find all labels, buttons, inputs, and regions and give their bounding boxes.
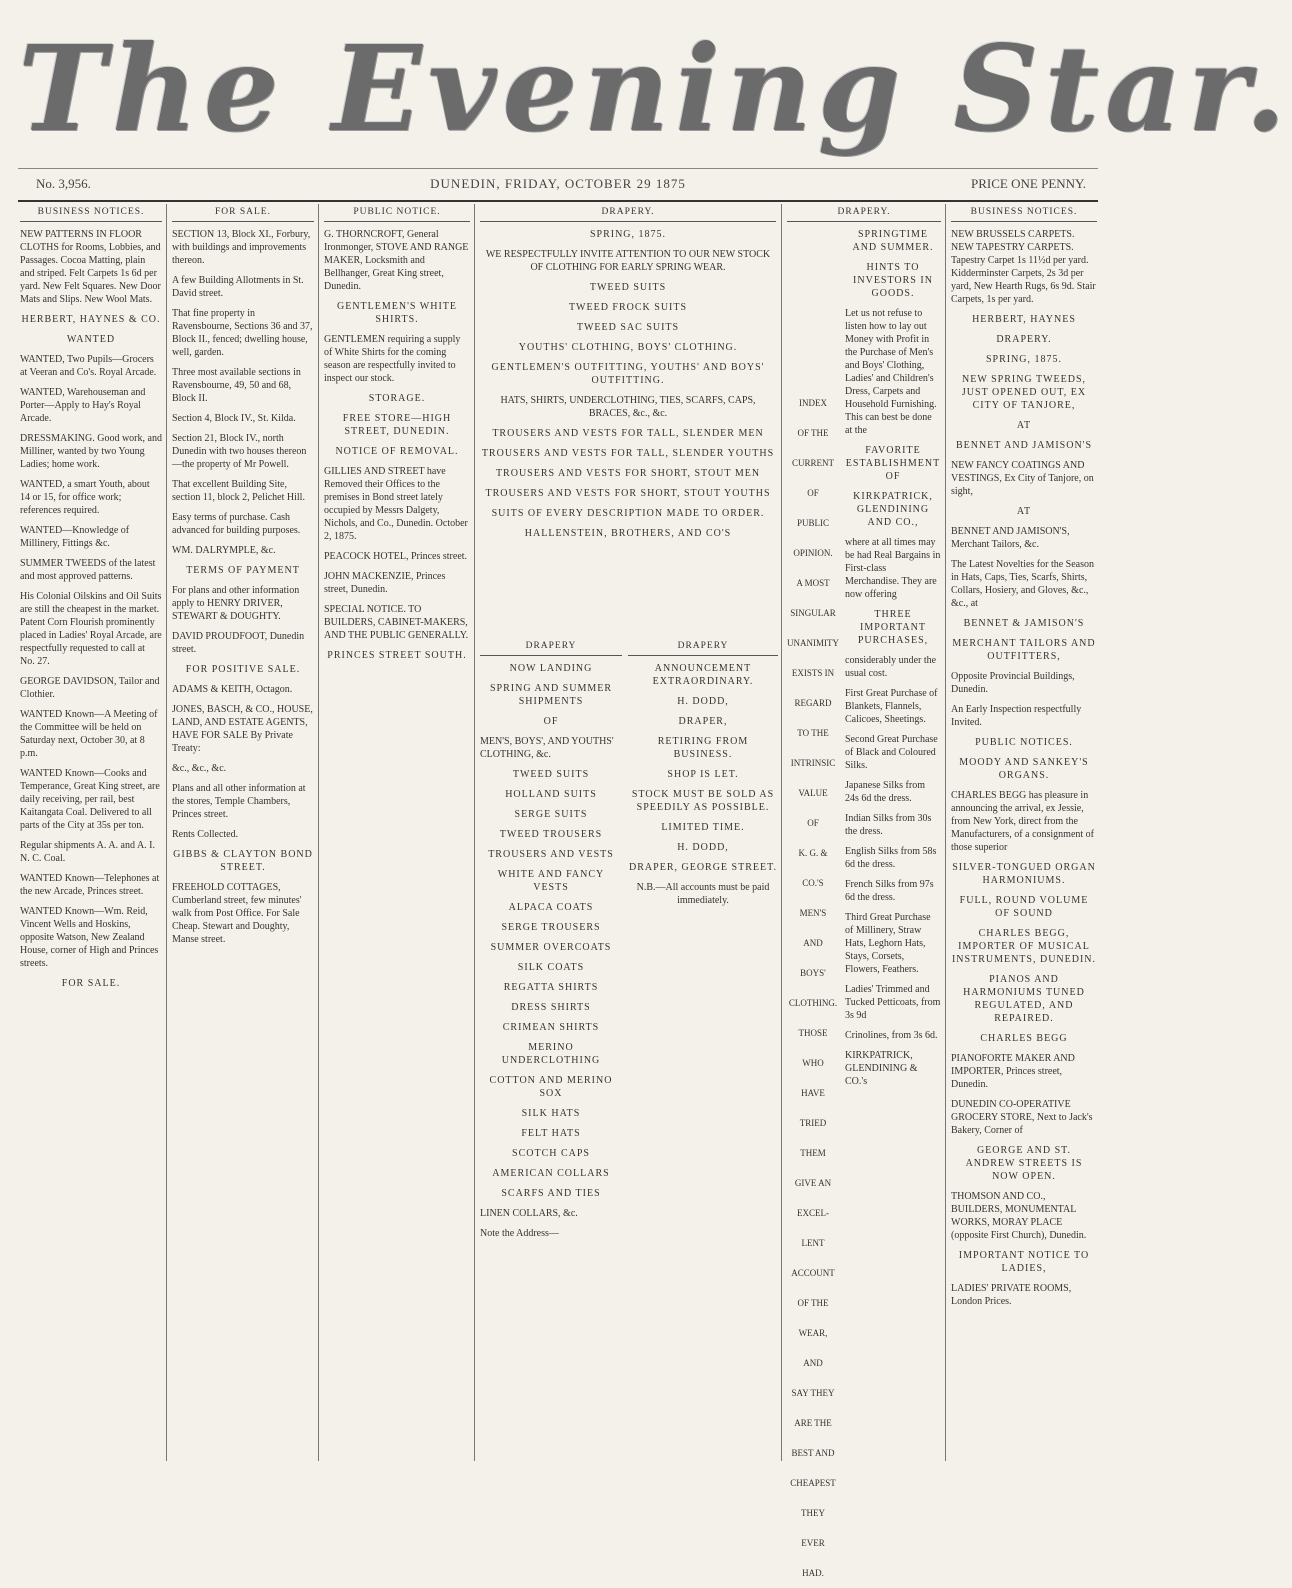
- side-word: BOYS': [800, 968, 826, 978]
- advert-text: SERGE TROUSERS: [501, 922, 601, 933]
- advert-text: Plans and all other information at the stores, Temple Chambers, Princes street.: [172, 783, 306, 820]
- advert-text: AT: [1016, 420, 1032, 431]
- advert-text: DRAPER,: [678, 716, 728, 727]
- advert-text: DRAPERY.: [996, 334, 1052, 345]
- advert-text: Second Great Purchase of Black and Coloured Silks.: [845, 734, 938, 771]
- advert-text: FOR SALE.: [61, 978, 121, 989]
- advert-text: BENNET & JAMISON'S: [963, 618, 1085, 629]
- advert-text: NOTICE OF REMOVAL.: [335, 446, 459, 457]
- advert-text: WANTED Known—Telephones at the new Arcade, Princes street.: [20, 873, 160, 897]
- column-heading: FOR SALE.: [172, 206, 314, 222]
- side-word: K. G. & CO.'S: [798, 848, 828, 888]
- place-date: DUNEDIN, FRIDAY, OCTOBER 29 1875: [430, 176, 686, 191]
- advert-text: NEW BRUSSELS CARPETS. NEW TAPESTRY CARPETS. Tapestry Carpet 1s 11½d per yard. Kidderminster Carpets, 2s 3d per yard, New Hearth Rugs, 6s 9d. Stair Carpets, 1s per yard.: [951, 229, 1096, 305]
- advert-list: [20, 228, 162, 990]
- side-word: TO THE: [797, 728, 829, 738]
- advert-text: GEORGE DAVIDSON, Tailor and Clothier.: [20, 676, 160, 700]
- advert-text: Indian Silks from 30s the dress.: [845, 813, 932, 837]
- advert-text: SUMMER OVERCOATS: [490, 942, 612, 953]
- side-word: AND: [803, 1358, 823, 1368]
- column-heading: BUSINESS NOTICES.: [951, 206, 1097, 222]
- advert-text: where at all times may be had Real Bargains in First-class Merchandise. They are now offering: [845, 537, 941, 600]
- advert-text: SUITS OF EVERY DESCRIPTION MADE TO ORDER.: [491, 508, 765, 519]
- advert-text: Regular shipments A. A. and A. I. N. C. Coal.: [20, 840, 155, 864]
- advert-text: SPRING AND SUMMER SHIPMENTS: [489, 683, 613, 707]
- side-word: TRIED: [799, 1118, 827, 1128]
- advert-text: STORAGE.: [368, 393, 426, 404]
- advert-text: TWEED TROUSERS: [499, 829, 603, 840]
- advert-text: SPRINGTIME AND SUMMER.: [852, 229, 934, 253]
- advert-text: TROUSERS AND VESTS FOR TALL, SLENDER MEN: [492, 428, 764, 439]
- advert-text: BENNET AND JAMISON'S: [955, 440, 1093, 451]
- advert-text: FOR POSITIVE SALE.: [185, 664, 301, 675]
- side-word: CURRENT: [791, 458, 834, 468]
- column-public-notice: [324, 206, 470, 1461]
- advert-text: SPRING, 1875.: [985, 354, 1063, 365]
- advert-text: SCOTCH CAPS: [512, 1148, 590, 1159]
- side-column: [787, 388, 839, 1588]
- advert-text: DRESS SHIRTS: [511, 1002, 591, 1013]
- advert-text: MERCHANT TAILORS AND OUTFITTERS,: [952, 638, 1096, 662]
- side-word: LENT: [801, 1238, 825, 1248]
- side-word: HAVE: [801, 1088, 825, 1098]
- column-rule: [781, 204, 782, 1461]
- column-rule: [166, 204, 167, 1461]
- advert-text: THREE IMPORTANT PURCHASES,: [857, 609, 929, 646]
- advert-text: KIRKPATRICK, GLENDINING & CO.'s: [845, 1050, 918, 1087]
- masthead-rule: [18, 168, 1098, 169]
- advert-text: SCARFS AND TIES: [501, 1188, 601, 1199]
- advert-text: PRINCES STREET SOUTH.: [327, 650, 467, 661]
- advert-text: Note the Address—: [480, 1228, 559, 1239]
- advert-text: CHARLES BEGG has pleasure in announcing the arrival, ex Jessie, from New York, direct from the Manufacturers, of a consignment of those superior: [951, 790, 1095, 853]
- advert-text: GILLIES AND STREET have Removed their Offices to the premises in Bond street lately occupied by Messrs Dalgety, Nichols, and Co., Dunedin. October 2, 1875.: [324, 466, 468, 542]
- advert-text: N.B.—All accounts must be paid immediately.: [636, 882, 770, 906]
- advert-text: That excellent Building Site, section 11, block 2, Pelichet Hill.: [172, 479, 305, 503]
- advert-text: NEW FANCY COATINGS AND VESTINGS, Ex City of Tanjore, on sight,: [951, 460, 1094, 497]
- column-drapery-kg: [787, 206, 941, 1578]
- advert-text: Japanese Silks from 24s 6d the dress.: [845, 780, 925, 804]
- advert-text: REGATTA SHIRTS: [503, 982, 599, 993]
- side-word: UNANIMITY: [787, 638, 839, 648]
- advert-text: NEW SPRING TWEEDS, JUST OPENED OUT, EX CITY OF TANJORE,: [961, 374, 1087, 411]
- advert-text: For plans and other information apply to HENRY DRIVER, STEWART & DOUGHTY.: [172, 585, 300, 622]
- column-rule: [474, 204, 475, 1461]
- advert-text: FAVORITE ESTABLISHMENT OF: [845, 445, 941, 482]
- advert-text: YOUTHS' CLOTHING, BOYS' CLOTHING.: [518, 342, 738, 353]
- advert-text: SILK HATS: [521, 1108, 581, 1119]
- advert-text: GEORGE AND ST. ANDREW STREETS IS NOW OPEN.: [965, 1145, 1083, 1182]
- advert-text: NOW LANDING: [509, 663, 593, 674]
- advert-text: WHITE AND FANCY VESTS: [497, 869, 605, 893]
- side-word: HAD.: [802, 1568, 824, 1578]
- advert-text: PIANOFORTE MAKER AND IMPORTER, Princes street, Dunedin.: [951, 1053, 1075, 1090]
- advert-text: WANTED: [66, 334, 116, 345]
- advert-text: KIRKPATRICK, GLENDINING AND CO.,: [853, 491, 933, 528]
- advert-list: [845, 228, 941, 1088]
- advert-text: HERBERT, HAYNES & CO.: [21, 314, 161, 325]
- advert-text: HERBERT, HAYNES: [972, 314, 1076, 325]
- advert-text: First Great Purchase of Blankets, Flannels, Calicoes, Sheetings.: [845, 688, 938, 725]
- advert-text: DAVID PROUDFOOT, Dunedin street.: [172, 631, 305, 655]
- advert-text: DUNEDIN CO-OPERATIVE GROCERY STORE, Next to Jack's Bakery, Corner of: [951, 1099, 1093, 1136]
- advert-text: TROUSERS AND VESTS FOR TALL, SLENDER YOUTHS: [481, 448, 775, 459]
- advert-text: THOMSON AND CO., BUILDERS, MONUMENTAL WORKS, MORAY PLACE (opposite First Church), Dunedin.: [951, 1191, 1087, 1241]
- advert-list: [628, 662, 778, 907]
- advert-text: SILK COATS: [517, 962, 585, 973]
- advert-text: G. THORNCROFT, General Ironmonger, STOVE AND RANGE MAKER, Locksmith and Bellhanger, Great King street, Dunedin.: [324, 229, 469, 292]
- side-word: EXCEL-: [797, 1208, 829, 1218]
- advert-text: FREE STORE—HIGH STREET, DUNEDIN.: [342, 413, 452, 437]
- advert-text: SERGE SUITS: [514, 809, 588, 820]
- advert-text: TWEED FROCK SUITS: [568, 302, 688, 313]
- advert-text: Let us not refuse to listen how to lay out Money with Profit in the Purchase of Men's and Boys' Clothing, Ladies' and Children's Dress, Carpets and Household Furnishing. This can best be done at the: [845, 308, 937, 436]
- masthead-title: The Evening Star.: [18, 19, 1292, 158]
- top-rule: [18, 200, 1098, 202]
- advert-text: English Silks from 58s 6d the dress.: [845, 846, 937, 870]
- side-word: THEY: [801, 1508, 825, 1518]
- column-heading: DRAPERY.: [480, 206, 776, 222]
- advert-text: TROUSERS AND VESTS FOR SHORT, STOUT YOUTHS: [485, 488, 771, 499]
- advert-text: STOCK MUST BE SOLD AS SPEEDILY AS POSSIBLE.: [631, 789, 775, 813]
- side-word: BEST AND: [791, 1448, 835, 1458]
- side-word: INDEX: [799, 398, 827, 408]
- side-word: ACCOUNT: [791, 1268, 835, 1278]
- side-word: GIVE AN: [794, 1178, 832, 1188]
- advert-text: MOODY AND SANKEY'S ORGANS.: [959, 757, 1089, 781]
- advert-text: WANTED Known—Wm. Reid, Vincent Wells and Hoskins, opposite Watson, New Zealand House, corner of High and Princes streets.: [20, 906, 159, 969]
- column-drapery-left: [480, 640, 622, 1461]
- side-word: MEN'S: [799, 908, 827, 918]
- price: PRICE ONE PENNY.: [971, 176, 1086, 191]
- advert-text: WANTED—Knowledge of Millinery, Fittings &c.: [20, 525, 130, 549]
- advert-text: WANTED, Two Pupils—Grocers at Veeran and Co's. Royal Arcade.: [20, 354, 157, 378]
- advert-text: WANTED Known—A Meeting of the Committee will be held on Saturday next, October 30, at 8 p.m.: [20, 709, 158, 759]
- advert-text: Section 4, Block IV., St. Kilda.: [172, 413, 296, 424]
- advert-text: Section 21, Block IV., north Dunedin with two houses thereon—the property of Mr Powell.: [172, 433, 307, 470]
- advert-text: HINTS TO INVESTORS IN GOODS.: [853, 262, 933, 299]
- advert-text: WM. DALRYMPLE, &c.: [172, 545, 276, 556]
- advert-text: Three most available sections in Ravensbourne, 49, 50 and 68, Block II.: [172, 367, 301, 404]
- advert-text: Crinolines, from 3s 6d.: [845, 1030, 938, 1041]
- side-word: INTRINSIC: [790, 758, 836, 768]
- advert-text: PIANOS AND HARMONIUMS TUNED REGULATED, AND REPAIRED.: [963, 974, 1085, 1024]
- column-for-sale: [172, 206, 314, 1461]
- side-word: SINGULAR: [790, 608, 836, 618]
- advert-list: [480, 228, 776, 540]
- advert-text: RETIRING FROM BUSINESS.: [657, 736, 749, 760]
- side-word: VALUE: [798, 788, 828, 798]
- advert-text: GIBBS & CLAYTON BOND STREET.: [173, 849, 313, 873]
- advert-text: SPRING, 1875.: [589, 229, 667, 240]
- advert-text: DRAPER, GEORGE STREET.: [629, 862, 777, 873]
- advert-text: NEW PATTERNS IN FLOOR CLOTHS for Rooms, Lobbies, and Passages. Cocoa Matting, plain and striped. Felt Carpets 1s 6d per yard. New Felt Squares. New Door Mats and Slips. New Wool Mats.: [20, 229, 161, 305]
- advert-text: ANNOUNCEMENT EXTRAORDINARY.: [652, 663, 754, 687]
- advert-text: CRIMEAN SHIRTS: [502, 1022, 600, 1033]
- side-word: THEM: [800, 1148, 826, 1158]
- advert-text: French Silks from 97s 6d the dress.: [845, 879, 934, 903]
- advert-text: GENTLEMEN'S WHITE SHIRTS.: [337, 301, 457, 325]
- advert-text: MERINO UNDERCLOTHING: [501, 1042, 601, 1066]
- advert-text: &c., &c., &c.: [172, 763, 227, 774]
- column-rule: [945, 204, 946, 1461]
- advert-text: WANTED, a smart Youth, about 14 or 15, for office work; references required.: [20, 479, 150, 516]
- advert-text: Third Great Purchase of Millinery, Straw Hats, Leghorn Hats, Stays, Corsets, Flowers, Feathers.: [845, 912, 931, 975]
- side-word: PUBLIC: [796, 518, 829, 528]
- column-drapery-right: [628, 640, 778, 1461]
- advert-text: CHARLES BEGG, IMPORTER OF MUSICAL INSTRUMENTS, DUNEDIN.: [951, 928, 1097, 965]
- advert-list: [172, 228, 314, 946]
- column-drapery-top: [480, 206, 776, 633]
- issue-number: No. 3,956.: [36, 176, 91, 191]
- advert-text: WE RESPECTFULLY INVITE ATTENTION TO OUR NEW STOCK OF CLOTHING FOR EARLY SPRING WEAR.: [485, 249, 771, 273]
- advert-text: ALPACA COATS: [508, 902, 594, 913]
- advert-text: FELT HATS: [521, 1128, 581, 1139]
- advert-text: H. DODD,: [677, 842, 729, 853]
- advert-text: AMERICAN COLLARS: [492, 1168, 610, 1179]
- advert-text: TROUSERS AND VESTS: [488, 849, 614, 860]
- side-word: REGARD: [794, 698, 832, 708]
- advert-text: WANTED, Warehouseman and Porter—Apply to Hay's Royal Arcade.: [20, 387, 146, 424]
- side-word: AND: [803, 938, 823, 948]
- advert-text: FREEHOLD COTTAGES, Cumberland street, few minutes' walk from Post Office. For Sale Cheap. Stewart and Doughty, Manse street.: [172, 882, 302, 945]
- dateline: [18, 176, 1098, 198]
- side-word: THOSE: [798, 1028, 828, 1038]
- advert-text: Easy terms of purchase. Cash advanced for building purposes.: [172, 512, 301, 536]
- column-business-notices: [20, 206, 162, 1461]
- side-word: WHO: [802, 1058, 824, 1068]
- advert-text: That fine property in Ravensbourne, Sections 36 and 37, Block II., fenced; dwelling house, well, garden.: [172, 308, 313, 358]
- column-heading: PUBLIC NOTICE.: [324, 206, 470, 222]
- advert-text: LIMITED TIME.: [661, 822, 745, 833]
- advert-text: The Latest Novelties for the Season in Hats, Caps, Ties, Scarfs, Shirts, Collars, Hosiery, and Gloves, &c., &c., at: [951, 559, 1095, 609]
- advert-text: TWEED SUITS: [512, 769, 590, 780]
- advert-text: TERMS OF PAYMENT: [186, 565, 300, 576]
- advert-text: TWEED SAC SUITS: [576, 322, 680, 333]
- advert-text: SECTION 13, Block XI., Forbury, with buildings and improvements thereon.: [172, 229, 311, 266]
- advert-text: ADAMS & KEITH, Octagon.: [172, 684, 293, 695]
- side-word: SAY THEY: [791, 1388, 835, 1398]
- advert-text: TWEED SUITS: [589, 282, 667, 293]
- advert-text: SPECIAL NOTICE. TO BUILDERS, CABINET-MAKERS, AND THE PUBLIC GENERALLY.: [324, 604, 469, 641]
- side-word: OF: [807, 818, 819, 828]
- side-word: EVER: [801, 1538, 825, 1548]
- advert-text: LADIES' PRIVATE ROOMS, London Prices.: [951, 1283, 1072, 1307]
- advert-text: IMPORTANT NOTICE TO LADIES,: [958, 1250, 1090, 1274]
- advert-text: BENNET AND JAMISON'S, Merchant Tailors, &c.: [951, 526, 1070, 550]
- advert-text: SILVER-TONGUED ORGAN HARMONIUMS.: [952, 862, 1096, 886]
- advert-text: MEN'S, BOYS', AND YOUTHS' CLOTHING, &c.: [480, 736, 614, 760]
- advert-text: OF: [543, 716, 559, 727]
- advert-list: [951, 228, 1097, 1308]
- side-word: ARE THE: [794, 1418, 832, 1428]
- advert-text: considerably under the usual cost.: [845, 655, 937, 679]
- column-heading: DRAPERY: [628, 640, 778, 656]
- column-heading: DRAPERY.: [787, 206, 941, 222]
- side-word: OF THE: [797, 428, 829, 438]
- column-heading: BUSINESS NOTICES.: [20, 206, 162, 222]
- advert-text: HATS, SHIRTS, UNDERCLOTHING, TIES, SCARFS, CAPS, BRACES, &c., &c.: [500, 395, 756, 419]
- advert-text: JONES, BASCH, & CO., HOUSE, LAND, AND ESTATE AGENTS, HAVE FOR SALE By Private Treaty:: [172, 704, 313, 754]
- advert-text: His Colonial Oilskins and Oil Suits are still the cheapest in the market. Patent Corn Flourish prominently placed in Ladies' Royal Arcade, are respectfully requested to call at No. 27.: [20, 591, 162, 667]
- side-word: CLOTHING.: [788, 998, 838, 1008]
- advert-text: An Early Inspection respectfully Invited.: [951, 704, 1082, 728]
- advert-text: SHOP IS LET.: [667, 769, 739, 780]
- advert-text: FULL, ROUND VOLUME OF SOUND: [959, 895, 1089, 919]
- advert-text: Ladies' Trimmed and Tucked Petticoats, from 3s 9d: [845, 984, 941, 1021]
- advert-text: Rents Collected.: [172, 829, 239, 840]
- advert-text: H. DODD,: [677, 696, 729, 707]
- advert-text: WANTED Known—Cooks and Temperance, Great King street, are daily receiving, per rail, best Kaitangata Coal. Delivered to all parts of the City at 35s per ton.: [20, 768, 160, 831]
- advert-text: TROUSERS AND VESTS FOR SHORT, STOUT MEN: [495, 468, 761, 479]
- side-word: A MOST: [796, 578, 830, 588]
- side-word: CHEAPEST: [790, 1478, 836, 1488]
- advert-text: HALLENSTEIN, BROTHERS, AND CO'S: [524, 528, 732, 539]
- column-right-notices: [951, 206, 1097, 1461]
- advert-text: Opposite Provincial Buildings, Dunedin.: [951, 671, 1075, 695]
- advert-list: [324, 228, 470, 662]
- column-rule: [318, 204, 319, 1461]
- side-word: OF THE: [797, 1298, 829, 1308]
- advert-text: PUBLIC NOTICES.: [975, 737, 1073, 748]
- advert-text: PEACOCK HOTEL, Princes street.: [324, 551, 468, 562]
- advert-text: AT: [1016, 506, 1032, 517]
- advert-text: A few Building Allotments in St. David street.: [172, 275, 304, 299]
- advert-text: DRESSMAKING. Good work, and Milliner, wanted by two Young Ladies; home work.: [20, 433, 162, 470]
- advert-text: GENTLEMEN'S OUTFITTING, YOUTHS' AND BOYS' OUTFITTING.: [491, 362, 765, 386]
- advert-text: COTTON AND MERINO SOX: [489, 1075, 613, 1099]
- advert-text: GENTLEMEN requiring a supply of White Shirts for the coming season are respectfully invited to inspect our stock.: [324, 334, 461, 384]
- side-word: OF: [807, 488, 819, 498]
- advert-text: JOHN MACKENZIE, Princes street, Dunedin.: [324, 571, 446, 595]
- side-word: WEAR,: [798, 1328, 828, 1338]
- column-heading: DRAPERY: [480, 640, 622, 656]
- advert-text: HOLLAND SUITS: [505, 789, 597, 800]
- side-word: OPINION.: [793, 548, 833, 558]
- advert-text: SUMMER TWEEDS of the latest and most approved patterns.: [20, 558, 156, 582]
- advert-text: LINEN COLLARS, &c.: [480, 1208, 578, 1219]
- advert-list: [480, 662, 622, 1240]
- advert-text: CHARLES BEGG: [980, 1033, 1068, 1044]
- side-word: EXISTS IN: [791, 668, 835, 678]
